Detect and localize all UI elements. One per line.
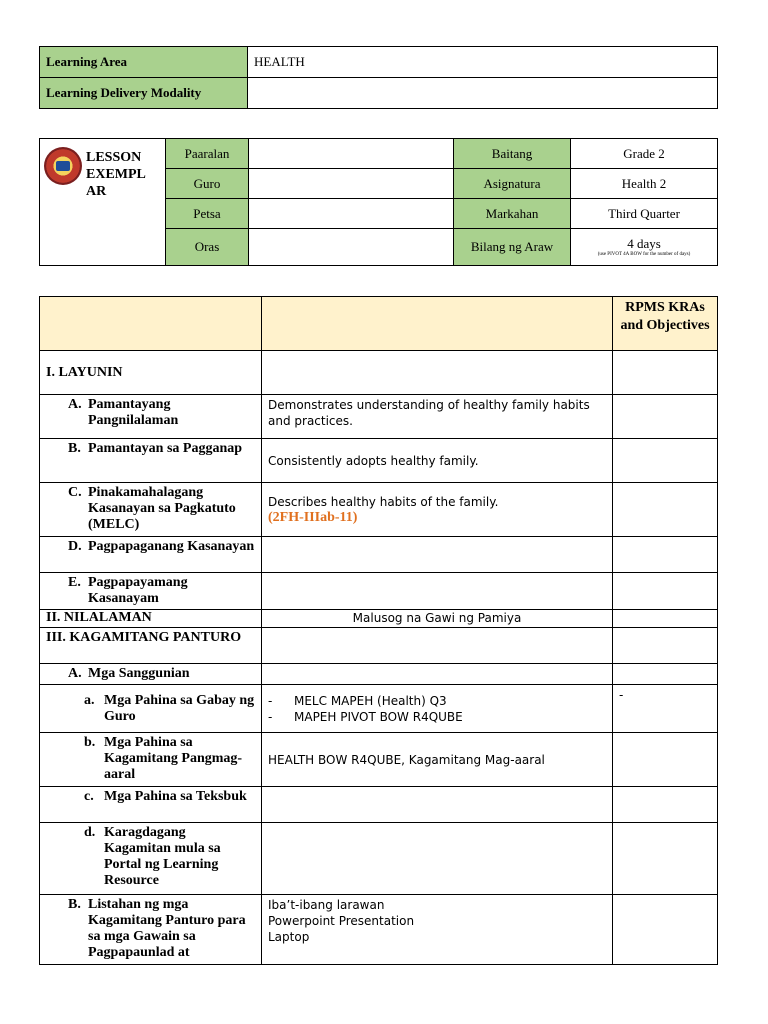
sd-value bbox=[262, 823, 613, 895]
kagamitang-pangmag-aaral-value: HEALTH BOW R4QUBE, Kagamitang Mag-aaral bbox=[262, 733, 613, 787]
learning-resource-portal-label: d. Karagdagang Kagamitan mula sa Portal ng Learning Resource bbox=[84, 825, 221, 888]
sc-value bbox=[262, 787, 613, 823]
d-value bbox=[262, 537, 613, 573]
e-value bbox=[262, 573, 613, 610]
listahan-kagamitang-label: B. Listahan ng mga Kagamitang Panturo para sa mga Gawain sa Pagpapaunlad at bbox=[68, 897, 246, 960]
baitang-value: Grade 2 bbox=[571, 139, 718, 169]
sc-rpms bbox=[613, 787, 718, 823]
lesson-logo-cell bbox=[40, 139, 166, 266]
header-blank-1 bbox=[40, 297, 262, 351]
sanggunian-rpms bbox=[613, 664, 718, 685]
lb-rpms bbox=[613, 895, 718, 965]
sanggunian-value bbox=[262, 664, 613, 685]
gabay-guro-list bbox=[262, 685, 613, 733]
kagamitan-rpms bbox=[613, 628, 718, 664]
guro-label: Guro bbox=[166, 169, 249, 199]
markahan-value: Third Quarter bbox=[571, 199, 718, 229]
learning-area-value: HEALTH bbox=[248, 47, 718, 78]
pamantayan-pagganap-value: Consistently adopts healthy family. bbox=[262, 439, 613, 483]
melc-code: (2FH-IIIab-11) bbox=[268, 509, 358, 525]
lesson-info-table bbox=[39, 138, 718, 266]
sd-rpms bbox=[613, 823, 718, 895]
kagamitan-value bbox=[262, 628, 613, 664]
sanggunian-label: A. Mga Sanggunian bbox=[68, 666, 190, 681]
bilang-cell bbox=[571, 229, 718, 266]
deped-seal-icon bbox=[44, 147, 82, 185]
delivery-modality-value bbox=[248, 78, 718, 109]
oras-value bbox=[249, 229, 454, 266]
learning-area-table bbox=[39, 46, 718, 109]
nilalaman-value: Malusog na Gawi ng Pamiya bbox=[262, 610, 613, 628]
gabay-guro-label: a. Mga Pahina sa Gabay ng Guro bbox=[84, 692, 255, 724]
header-blank-2 bbox=[262, 297, 613, 351]
c-rpms bbox=[613, 483, 718, 537]
listahan-kagamitang-list bbox=[262, 895, 613, 965]
gabay-guro-item: - MELC MAPEH (Health) Q3 bbox=[268, 693, 447, 708]
petsa-label: Petsa bbox=[166, 199, 249, 229]
melc-value-cell bbox=[262, 483, 613, 537]
lesson-plan-table bbox=[39, 296, 718, 965]
paaralan-label: Paaralan bbox=[166, 139, 249, 169]
oras-label: Oras bbox=[166, 229, 249, 266]
layunin-content bbox=[262, 351, 613, 395]
rpms-header: RPMS KRAs and Objectives bbox=[613, 297, 718, 351]
paaralan-value bbox=[249, 139, 454, 169]
listahan-item: Iba’t-ibang larawan bbox=[268, 898, 385, 912]
pamantayang-pangnilalaman-value: Demonstrates understanding of healthy family habits and practices. bbox=[262, 395, 613, 439]
layunin-rpms bbox=[613, 351, 718, 395]
nilalaman-rpms bbox=[613, 610, 718, 628]
nilalaman-heading: II. NILALAMAN bbox=[40, 610, 262, 628]
bilang-label: Bilang ng Araw bbox=[454, 229, 571, 266]
melc-value: Describes healthy habits of the family. bbox=[268, 494, 499, 509]
delivery-modality-label: Learning Delivery Modality bbox=[40, 78, 248, 109]
asignatura-label: Asignatura bbox=[454, 169, 571, 199]
gabay-guro-item: - MAPEH PIVOT BOW R4QUBE bbox=[268, 709, 463, 724]
e-rpms bbox=[613, 573, 718, 610]
layunin-heading: I. LAYUNIN bbox=[40, 351, 262, 395]
b-rpms bbox=[613, 439, 718, 483]
pamantayang-pangnilalaman-label: A. Pamantayang Pangnilalaman bbox=[68, 397, 179, 428]
kagamitang-panturo-heading: III. KAGAMITANG PANTURO bbox=[40, 628, 262, 664]
lesson-title: LESSON EXEMPL AR bbox=[86, 150, 146, 199]
bilang-value: 4 days bbox=[627, 236, 661, 251]
markahan-label: Markahan bbox=[454, 199, 571, 229]
petsa-value bbox=[249, 199, 454, 229]
guro-value bbox=[249, 169, 454, 199]
asignatura-value: Health 2 bbox=[571, 169, 718, 199]
pamantayan-pagganap-label: B. Pamantayan sa Pagganap bbox=[68, 441, 243, 456]
pagpapaganang-kasanayan-label: D. Pagpapaganang Kasanayan bbox=[68, 539, 255, 554]
melc-label: C. Pinakamahalagang Kasanayan sa Pagkatuto (MELC) bbox=[68, 485, 236, 532]
pagpapayamang-kasanayam-label: E. Pagpapayamang Kasanayam bbox=[68, 575, 188, 606]
sb-rpms bbox=[613, 733, 718, 787]
gabay-guro-rpms: - bbox=[613, 685, 718, 733]
kagamitang-pangmag-aaral-label: b. Mga Pahina sa Kagamitang Pangmag-aaral bbox=[84, 735, 243, 782]
baitang-label: Baitang bbox=[454, 139, 571, 169]
bilang-note: (use PIVOT 4A BOW for the number of days) bbox=[597, 252, 691, 257]
listahan-item: Laptop bbox=[268, 930, 310, 944]
learning-area-label: Learning Area bbox=[40, 47, 248, 78]
listahan-item: Powerpoint Presentation bbox=[268, 914, 415, 928]
teksbuk-label: c. Mga Pahina sa Teksbuk bbox=[84, 789, 247, 804]
d-rpms bbox=[613, 537, 718, 573]
a-rpms bbox=[613, 395, 718, 439]
